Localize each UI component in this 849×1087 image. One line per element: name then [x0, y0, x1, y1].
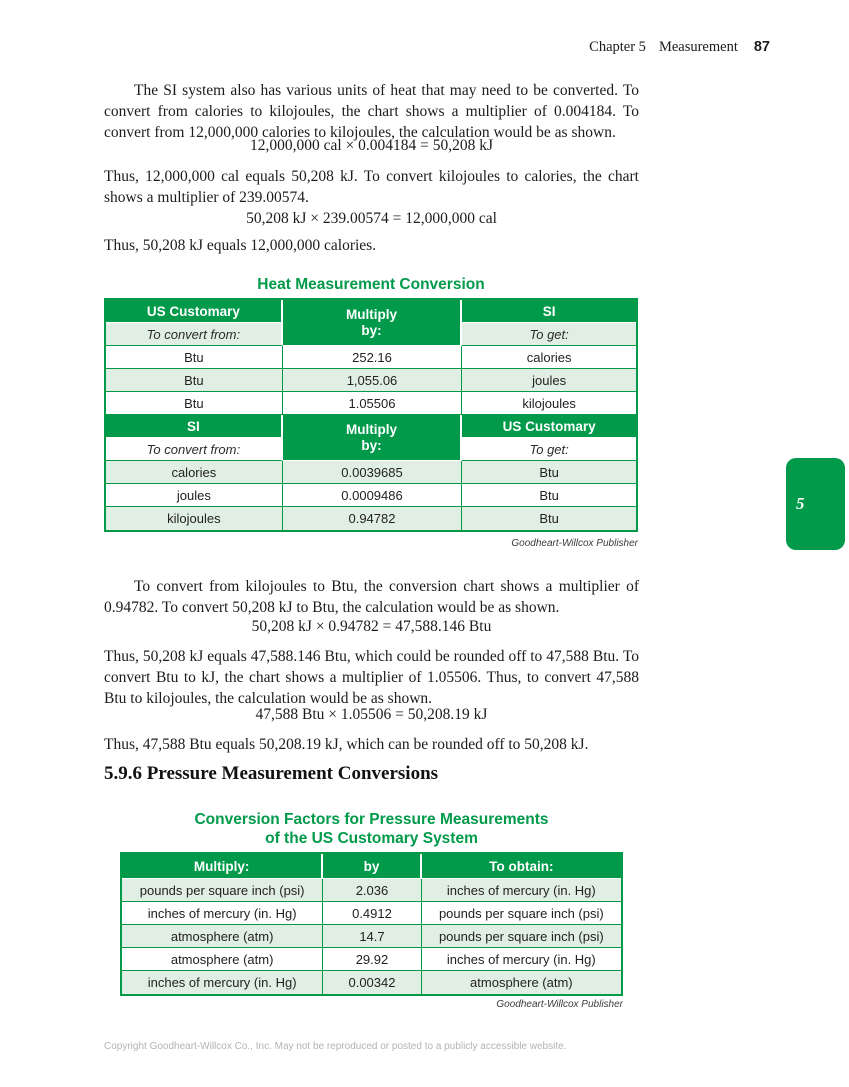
paragraph-kj-to-btu: To convert from kilojoules to Btu, the conversion chart shows a multiplier of 0.94782. To convert 50,208 kJ to Btu, the calculation would be as shown. [104, 578, 639, 616]
table-header-cell: US Customary [462, 415, 636, 438]
pressure-table-title [120, 810, 623, 848]
table-header-cell [283, 415, 463, 461]
table-cell: Btu [462, 507, 636, 530]
table-cell: 0.94782 [283, 507, 463, 530]
equation-kj-to-cal: 50,208 kJ × 239.00574 = 12,000,000 cal [246, 210, 497, 227]
table-row [122, 925, 621, 948]
table-cell: 0.4912 [323, 902, 421, 925]
table-cell: 0.0009486 [283, 484, 463, 507]
table-row [106, 392, 636, 415]
table-row [122, 948, 621, 971]
table-cell: 1,055.06 [283, 369, 463, 392]
table-cell: inches of mercury (in. Hg) [422, 948, 621, 971]
table-cell: 1.05506 [283, 392, 463, 415]
paragraph-btu-to-kj: Thus, 50,208 kJ equals 47,588.146 Btu, which could be rounded off to 47,588 Btu. To convert Btu to kJ, the chart shows a multiplier of 1.05506. Thus, to convert 47,588 Btu to kilojoules, the calculation would be as shown. [104, 648, 639, 707]
paragraph-kj-to-cal: Thus, 12,000,000 cal equals 50,208 kJ. To convert kilojoules to calories, the chart shows a multiplier of 239.00574. [104, 168, 639, 206]
table-header-cell: by [323, 854, 421, 879]
pressure-table-title-line1: Conversion Factors for Pressure Measurements [194, 811, 549, 828]
table-cell: 14.7 [323, 925, 421, 948]
equation-cal-to-kj: 12,000,000 cal × 0.004184 = 50,208 kJ [249, 137, 494, 154]
table-cell: 2.036 [323, 879, 421, 902]
running-head [589, 39, 770, 56]
table-row [106, 300, 636, 323]
table-cell: calories [106, 461, 283, 484]
equation-kj-to-btu: 50,208 kJ × 0.94782 = 47,588.146 Btu [251, 618, 492, 635]
table-cell: inches of mercury (in. Hg) [422, 879, 621, 902]
table-row [122, 854, 621, 879]
multiply-by-label: Multiply by: [345, 306, 397, 338]
table-cell: kilojoules [462, 392, 636, 415]
table-row [106, 346, 636, 369]
table-header-cell: To obtain: [422, 854, 621, 879]
table-cell: Btu [462, 461, 636, 484]
table-cell: 29.92 [323, 948, 421, 971]
table-cell: Btu [106, 392, 283, 415]
running-head-chapter: Chapter 5 [589, 39, 646, 55]
running-head-title: Measurement [658, 39, 738, 55]
table-row [122, 879, 621, 902]
chapter-side-tab [786, 458, 845, 550]
multiply-by-label: Multiply by: [345, 421, 397, 453]
table-row [106, 507, 636, 530]
table-cell: kilojoules [106, 507, 283, 530]
paragraph-thus-btu: Thus, 47,588 Btu equals 50,208.19 kJ, which can be rounded off to 50,208 kJ. [104, 736, 589, 753]
table-header-cell: SI [106, 415, 283, 438]
table-subheader-cell: To get: [462, 323, 636, 346]
paragraph-thus-calories: Thus, 50,208 kJ equals 12,000,000 calories. [104, 237, 377, 254]
table-row [106, 484, 636, 507]
table-cell: 0.00342 [323, 971, 421, 994]
table-cell: Btu [106, 369, 283, 392]
table-cell: inches of mercury (in. Hg) [122, 902, 323, 925]
table-cell: atmosphere (atm) [122, 925, 323, 948]
table-cell: Btu [462, 484, 636, 507]
page-number: 87 [753, 39, 770, 55]
table-cell: calories [462, 346, 636, 369]
pressure-conversion-table [120, 852, 623, 996]
table-header-cell [283, 300, 463, 346]
table-cell: joules [462, 369, 636, 392]
table-row [106, 461, 636, 484]
table-row [106, 369, 636, 392]
heat-conversion-table [104, 298, 638, 532]
publisher-credit: Goodheart-Willcox Publisher [511, 538, 638, 549]
table-cell: joules [106, 484, 283, 507]
table-cell: 0.0039685 [283, 461, 463, 484]
table-cell: pounds per square inch (psi) [122, 879, 323, 902]
table-header-cell: SI [462, 300, 636, 323]
table-row [106, 415, 636, 438]
table-cell: pounds per square inch (psi) [422, 902, 621, 925]
table-cell: inches of mercury (in. Hg) [122, 971, 323, 994]
table-subheader-cell: To convert from: [106, 438, 283, 461]
table-row [122, 971, 621, 994]
table-row [122, 902, 621, 925]
table-subheader-cell: To get: [462, 438, 636, 461]
pressure-table-title-line2: of the US Customary System [265, 830, 478, 847]
table-cell: pounds per square inch (psi) [422, 925, 621, 948]
table-subheader-cell: To convert from: [106, 323, 283, 346]
table-cell: 252.16 [283, 346, 463, 369]
publisher-credit: Goodheart-Willcox Publisher [496, 999, 623, 1010]
table-header-cell: Multiply: [122, 854, 323, 879]
equation-btu-to-kj: 47,588 Btu × 1.05506 = 50,208.19 kJ [255, 706, 488, 723]
heat-table-title: Heat Measurement Conversion [257, 276, 485, 293]
table-cell: atmosphere (atm) [122, 948, 323, 971]
table-header-cell: US Customary [106, 300, 283, 323]
copyright-notice: Copyright Goodheart-Willcox Co., Inc. May not be reproduced or posted to a publicly accessible website. [104, 1041, 567, 1052]
table-cell: Btu [106, 346, 283, 369]
table-cell: atmosphere (atm) [422, 971, 621, 994]
chapter-tab-number: 5 [796, 494, 805, 513]
paragraph-heat-intro: The SI system also has various units of heat that may need to be converted. To convert from calories to kilojoules, the chart shows a multiplier of 0.004184. To convert from 12,000,000 calories to kilojoules, the calculation would be as shown. [104, 82, 639, 141]
section-heading: 5.9.6 Pressure Measurement Conversions [104, 763, 439, 784]
